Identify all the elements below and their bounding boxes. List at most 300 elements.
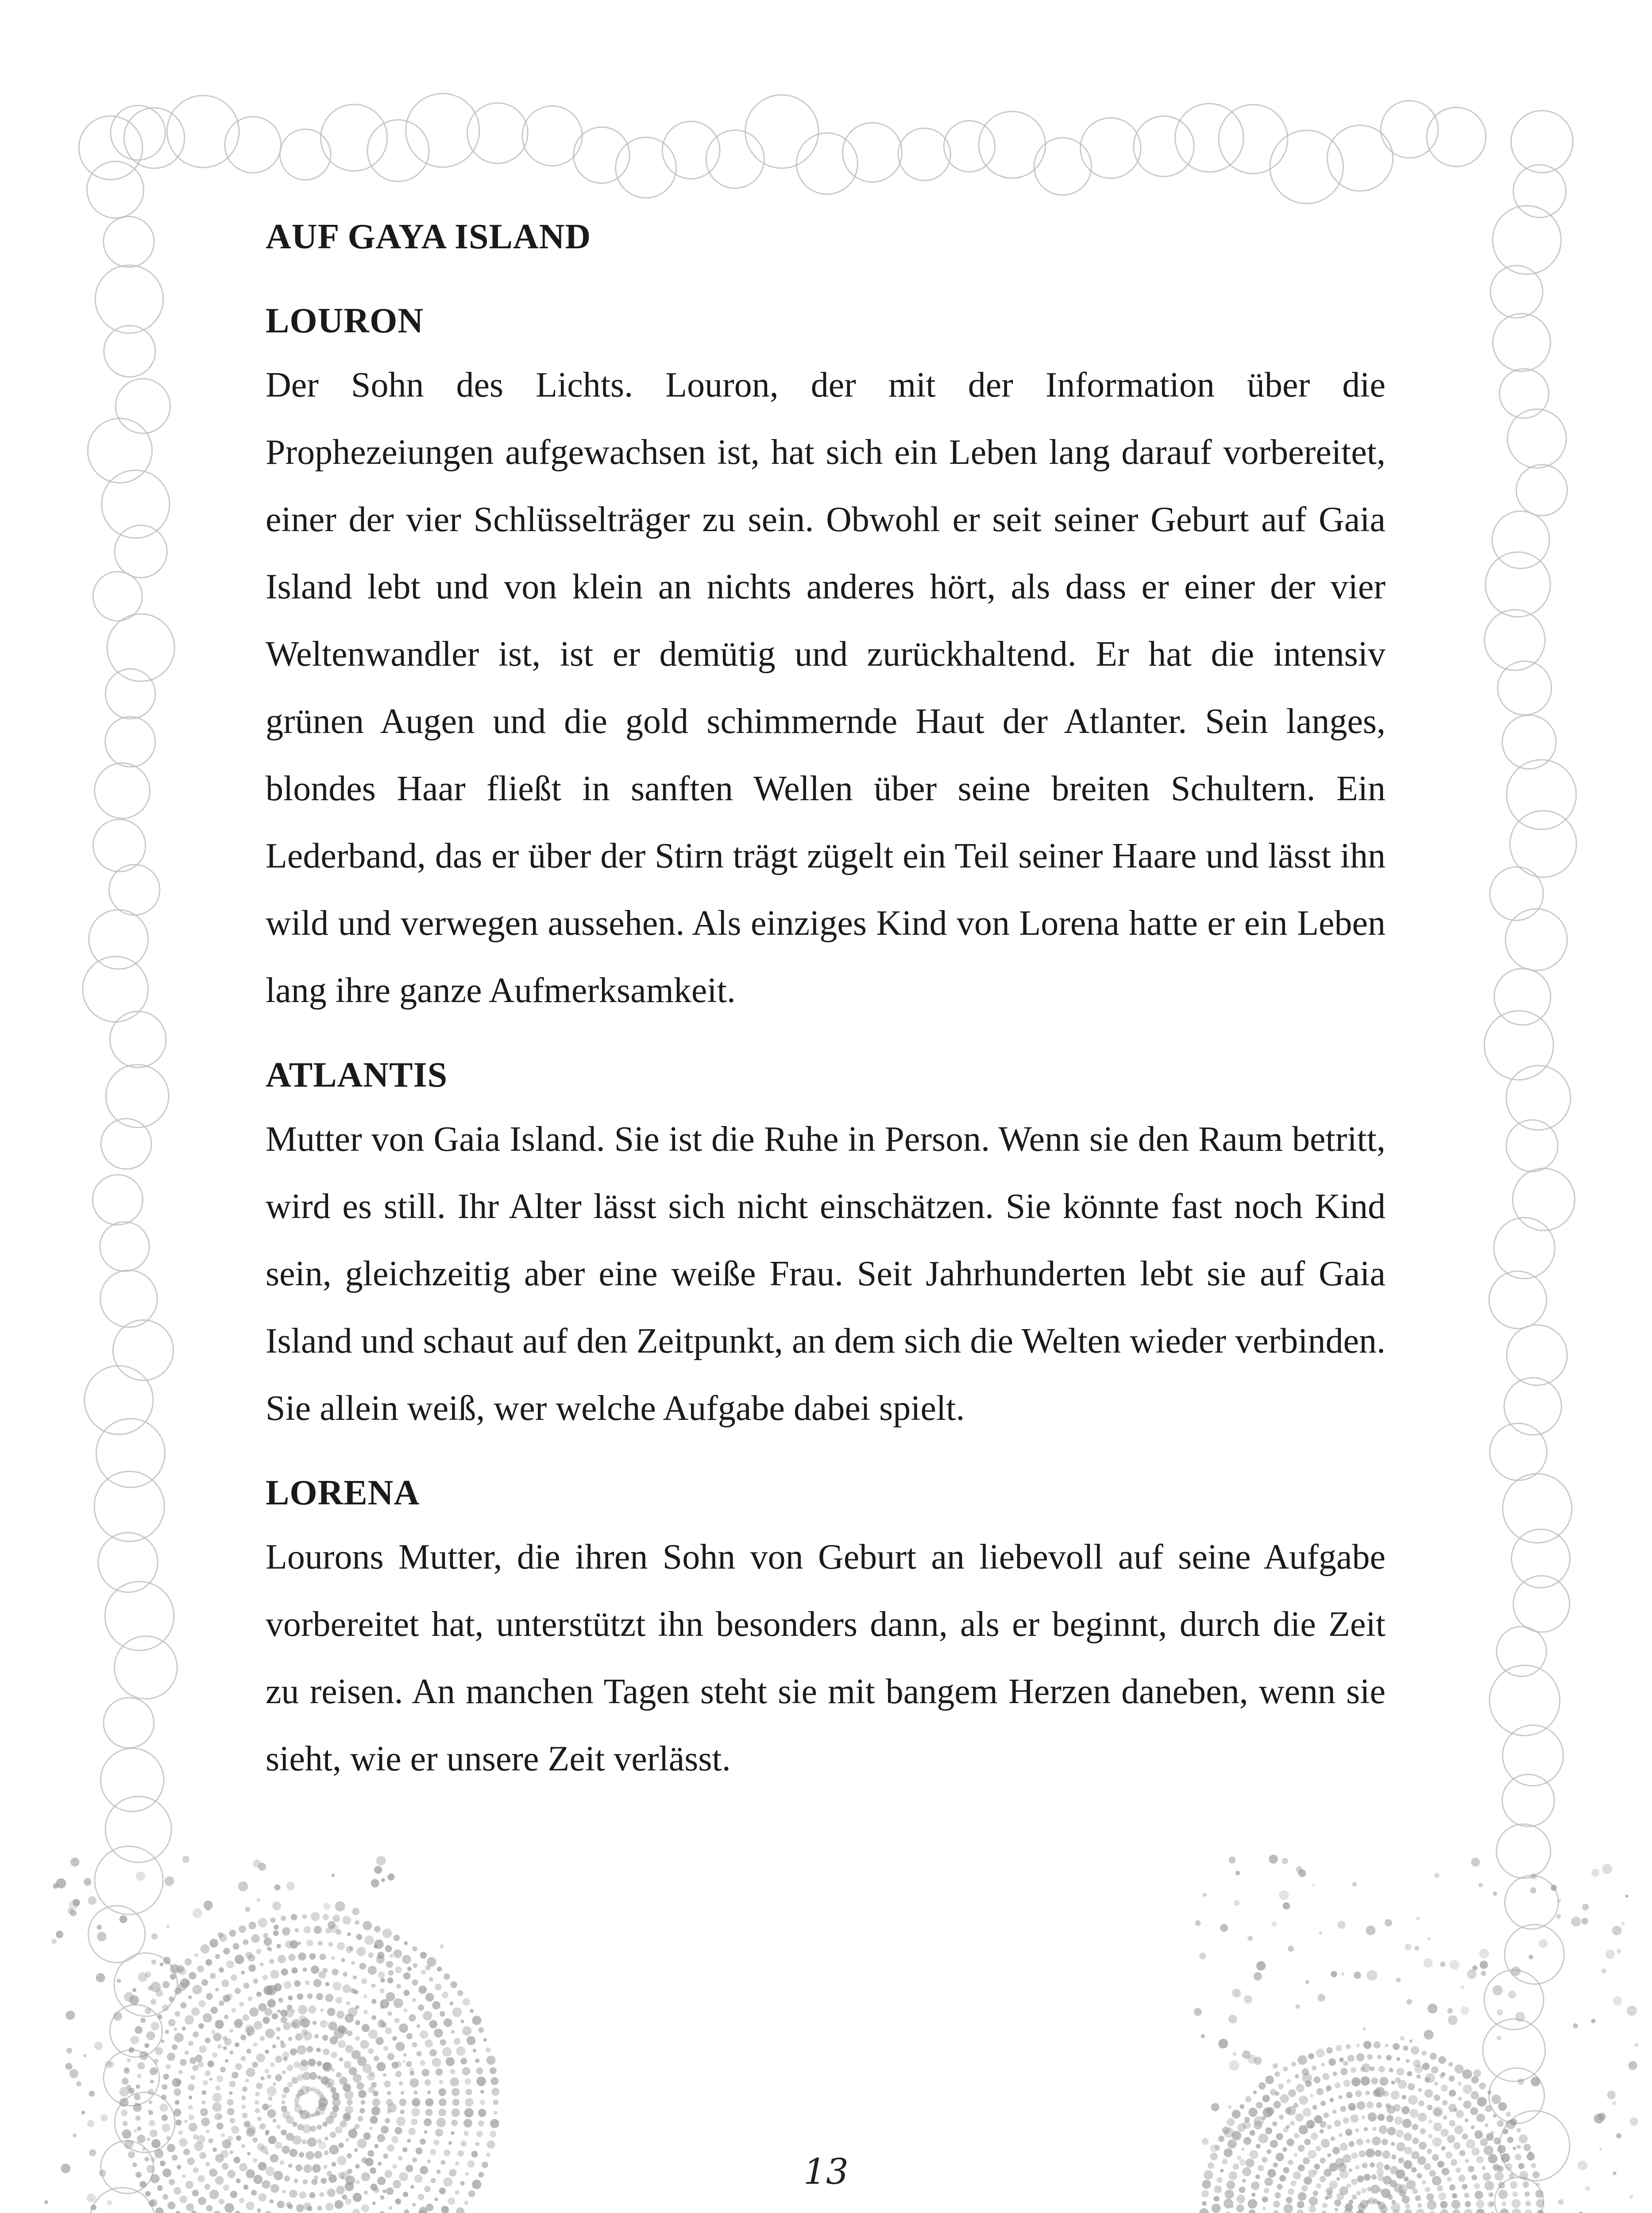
ornament-circle (1557, 1899, 1561, 1903)
ornament-circle (149, 2200, 155, 2206)
ornament-circle (1395, 2078, 1401, 2083)
ornament-circle (1334, 2199, 1341, 2206)
ornament-circle (137, 2135, 145, 2143)
ornament-circle (160, 1962, 163, 1966)
ornament-circle (340, 2120, 347, 2128)
ornament-circle (229, 2029, 233, 2033)
ornament-circle (395, 2199, 399, 2203)
ornament-circle (362, 2024, 370, 2032)
ornament-circle (332, 1969, 338, 1975)
section-atlantis (266, 1051, 1386, 1442)
ornament-circle (155, 2047, 163, 2055)
ornament-circle (182, 1856, 190, 1863)
ornament-circle (1507, 2137, 1513, 2143)
ornament-circle (299, 2015, 306, 2023)
ornament-circle (1346, 2092, 1353, 2098)
ornament-circle (1286, 2125, 1290, 2129)
ornament-circle (275, 2056, 282, 2063)
ornament-circle (379, 2211, 385, 2213)
ornament-circle (439, 2098, 447, 2106)
ornament-circle (374, 2144, 379, 2148)
ornament-circle (231, 2125, 239, 2134)
ornament-circle (1485, 2105, 1492, 2112)
ornament-circle (1508, 409, 1567, 468)
ornament-circle (224, 2203, 234, 2213)
ornament-circle (1474, 2130, 1483, 2139)
ornament-circle (425, 2040, 433, 2047)
ornament-circle (345, 2106, 353, 2114)
ornament-circle (1199, 2208, 1209, 2213)
ornament-circle (360, 2040, 369, 2049)
ornament-circle (1416, 2209, 1424, 2213)
ornament-circle (167, 2053, 175, 2061)
ornament-circle (450, 2069, 455, 2074)
ornament-circle (1352, 1882, 1357, 1887)
ornament-circle (131, 2036, 139, 2044)
ornament-circle (292, 1967, 298, 1974)
ornament-circle (282, 2070, 286, 2074)
ornament-circle (1201, 2034, 1205, 2038)
ornament-circle (239, 2198, 244, 2203)
ornament-circle (436, 2068, 443, 2076)
ornament-circle (286, 2202, 292, 2208)
ornament-circle (1476, 2113, 1485, 2122)
ornament-circle (269, 1959, 274, 1964)
ornament-circle (138, 1972, 148, 1982)
ornament-circle (235, 1988, 241, 1994)
ornament-circle (120, 2098, 129, 2107)
ornament-circle (461, 2140, 467, 2147)
ornament-circle (1283, 1902, 1290, 1909)
ornament-circle (1351, 2114, 1359, 2123)
section-text: Der Sohn des Lichts. Louron, der mit der Information über die Prophezeiungen aufgewachsen ist, hat sich ein Leben lang darauf vorbereitet, einer der vier Schlüsselträger zu sein. Obwohl er seit seiner Geburt auf Gaia Island lebt und von klein an nichts anderes hört, als dass er einer der vier Weltenwandler ist, ist er demütig und zurückhaltend. Er hat die intensiv grünen Augen und die gold schimmernde Haut der Atlanter. Sein langes, blondes Haar fließt in sanften Wellen über seine breiten Schultern. Ein Lederband, das er über der Stirn trägt zügelt ein Teil seiner Haare und lässt ihn wild und verwegen aussehen. Als einziges Kind von Lorena hatte er ein Leben lang ihre ganze Aufmerksamkeit. (266, 366, 1386, 1010)
ornament-circle (314, 1926, 322, 1934)
ornament-circle (202, 2101, 206, 2105)
ornament-circle (320, 2020, 328, 2028)
ornament-circle (361, 2100, 365, 2105)
ornament-circle (129, 2047, 135, 2053)
ornament-circle (1465, 2118, 1469, 2122)
ornament-circle (487, 2140, 495, 2149)
ornament-circle (1335, 2045, 1342, 2051)
ornament-circle (1286, 2139, 1294, 2146)
ornament-circle (1462, 2133, 1468, 2140)
ornament-circle (1134, 116, 1194, 176)
ornament-circle (91, 2205, 96, 2210)
ornament-circle (1491, 2094, 1501, 2104)
ornament-circle (1256, 1961, 1266, 1970)
ornament-circle (209, 2078, 212, 2081)
ornament-circle (1417, 2203, 1422, 2208)
ornament-circle (193, 1908, 202, 1918)
ornament-circle (395, 2071, 402, 2078)
ornament-circle (298, 1952, 306, 1961)
ornament-circle (136, 1871, 145, 1881)
ornament-circle (1297, 2201, 1305, 2209)
ornament-circle (331, 2052, 337, 2059)
section-text: Lourons Mutter, die ihren Sohn von Geburt an liebevoll auf seine Aufgabe vorbereitet hat, unterstützt ihn besonders dann, als er beginnt, durch die Zeit zu reisen. An manchen Tagen steht sie mit bangem Herzen daneben, wenn sie sieht, wie er unsere Zeit verlässt. (266, 1538, 1386, 1778)
ornament-circle (323, 1914, 329, 1920)
ornament-circle (225, 117, 281, 173)
ornament-circle (277, 1944, 282, 1949)
ornament-circle (449, 2001, 453, 2005)
ornament-circle (1630, 2117, 1638, 2126)
ornament-circle (1224, 2128, 1234, 2138)
ornament-circle (370, 2116, 378, 2124)
ornament-circle (100, 1270, 157, 1327)
ornament-circle (276, 2027, 281, 2032)
ornament-circle (299, 2191, 307, 2199)
ornament-circle (1219, 104, 1288, 173)
ornament-circle (1512, 1529, 1570, 1588)
ornament-circle (399, 2098, 406, 2106)
ornament-circle (368, 1952, 374, 1958)
ornament-circle (253, 2042, 258, 2047)
ornament-circle (1402, 2196, 1410, 2204)
ornament-circle (188, 1995, 192, 1999)
ornament-circle (355, 1920, 359, 1925)
ornament-circle (283, 2057, 288, 2061)
ornament-circle (1493, 1891, 1497, 1896)
ornament-circle (1314, 2076, 1321, 2083)
ornament-circle (1322, 2203, 1328, 2208)
ornament-circle (105, 1797, 171, 1862)
ornament-circle (361, 2204, 369, 2212)
ornament-circle (218, 2114, 222, 2119)
ornament-circle (137, 2074, 142, 2079)
ornament-circle (1591, 1869, 1599, 1877)
ornament-circle (259, 2193, 267, 2201)
ornament-circle (190, 2075, 195, 2080)
ornament-circle (185, 1958, 192, 1966)
ornament-circle (224, 2015, 228, 2019)
ornament-circle (1251, 2193, 1255, 2197)
ornament-circle (1218, 2039, 1228, 2048)
ornament-circle (380, 2195, 384, 2200)
ornament-circle (1345, 2203, 1353, 2211)
ornament-circle (1502, 2201, 1506, 2206)
ornament-circle (1476, 2200, 1484, 2208)
ornament-circle (1424, 2030, 1433, 2040)
ornament-circle (1328, 2059, 1336, 2066)
ornament-circle (467, 103, 528, 164)
ornament-circle (385, 1945, 392, 1952)
ornament-circle (435, 1984, 441, 1990)
ornament-circle (1317, 1994, 1325, 2002)
ornament-circle (1286, 2197, 1293, 2203)
ornament-circle (252, 2062, 259, 2068)
ornament-circle (287, 2065, 293, 2071)
ornament-circle (1262, 2207, 1266, 2210)
ornament-circle (272, 2044, 276, 2048)
ornament-circle (317, 2075, 321, 2079)
ornament-circle (330, 1924, 339, 1933)
ornament-circle (124, 2140, 134, 2149)
ornament-circle (396, 2042, 405, 2051)
ornament-circle (1465, 2201, 1471, 2207)
ornament-circle (139, 2051, 148, 2060)
ornament-circle (460, 2058, 467, 2064)
ornament-circle (490, 2067, 497, 2074)
ornament-circle (1243, 2137, 1251, 2145)
ornament-circle (248, 1954, 255, 1962)
ornament-circle (1351, 2106, 1355, 2111)
ornament-circle (1573, 2024, 1578, 2028)
ornament-circle (84, 2054, 87, 2057)
ornament-circle (452, 2099, 459, 2106)
ornament-circle (178, 1967, 186, 1975)
ornament-circle (95, 265, 163, 333)
ornament-circle (162, 2005, 169, 2011)
ornament-circle (382, 1928, 392, 1938)
ornament-circle (219, 2001, 224, 2006)
ornament-circle (1422, 2051, 1427, 2056)
ornament-circle (1305, 1980, 1309, 1984)
ornament-circle (361, 1978, 367, 1984)
ornament-circle (1455, 2125, 1463, 2134)
ornament-circle (1278, 2083, 1284, 2089)
ornament-circle (115, 525, 167, 578)
ornament-circle (1441, 2129, 1449, 2137)
ornament-circle (131, 2141, 134, 2144)
ornament-circle (1388, 2194, 1393, 2200)
ornament-circle (178, 1982, 186, 1991)
ornament-circle (1218, 2136, 1224, 2142)
ornament-circle (278, 1998, 283, 2003)
ornament-circle (162, 2194, 168, 2200)
ornament-circle (251, 1934, 260, 1943)
ornament-circle (88, 418, 152, 482)
ornament-circle (1471, 2091, 1479, 2100)
ornament-circle (1440, 1962, 1445, 1967)
ornament-circle (212, 2093, 222, 2102)
ornament-circle (104, 2050, 159, 2106)
ornament-circle (396, 2117, 405, 2126)
ornament-circle (1234, 1900, 1239, 1906)
ornament-circle (388, 2011, 392, 2016)
ornament-circle (1279, 1890, 1289, 1900)
ornament-circle (388, 1970, 394, 1975)
ornament-circle (149, 2120, 155, 2127)
ornament-circle (336, 2072, 342, 2078)
ornament-circle (232, 2072, 239, 2079)
ornament-circle (1379, 2125, 1387, 2134)
ornament-circle (1498, 2102, 1507, 2111)
ornament-circle (243, 2014, 249, 2021)
ornament-circle (429, 2049, 437, 2057)
ornament-circle (94, 1471, 164, 1541)
ornament-circle (342, 1916, 351, 1924)
ornament-circle (372, 2201, 376, 2205)
ornament-circle (327, 2008, 336, 2016)
ornament-circle (1433, 2123, 1442, 2132)
ornament-circle (409, 2078, 419, 2087)
ornament-circle (241, 2096, 246, 2101)
ornament-circle (1456, 2110, 1464, 2118)
ornament-circle (260, 1962, 263, 1966)
ornament-circle (404, 2009, 407, 2012)
ornament-circle (1405, 1943, 1412, 1951)
ornament-circle (465, 2078, 471, 2085)
ornament-circle (267, 2074, 271, 2079)
ornament-circle (235, 2211, 241, 2213)
ornament-circle (1497, 1824, 1551, 1878)
ornament-circle (1428, 2120, 1432, 2124)
ornament-circle (205, 2038, 211, 2043)
ornament-circle (438, 2088, 446, 2096)
ornament-circle (1203, 1893, 1206, 1897)
ornament-circle (1409, 2040, 1413, 2043)
ornament-circle (178, 2130, 183, 2135)
ornament-circle (423, 1988, 426, 1991)
ornament-circle (249, 2007, 259, 2016)
ornament-circle (1513, 1576, 1570, 1632)
ornament-circle (223, 1948, 230, 1955)
ornament-circle (380, 1999, 389, 2009)
ornament-circle (371, 1983, 375, 1988)
ornament-circle (353, 1975, 357, 1979)
ornament-circle (263, 1933, 268, 1938)
ornament-circle (1407, 2071, 1413, 2077)
ornament-circle (1389, 2068, 1393, 2072)
ornament-circle (1332, 2109, 1336, 2113)
ornament-circle (1518, 2078, 1524, 2085)
ornament-circle (193, 1985, 202, 1995)
ornament-circle (206, 1993, 213, 2000)
ornament-circle (392, 2036, 397, 2041)
ornament-circle (395, 2061, 401, 2067)
ornament-circle (363, 2064, 372, 2073)
ornament-circle (1424, 2089, 1433, 2098)
ornament-circle (316, 1993, 323, 2000)
ornament-circle (1326, 2047, 1332, 2053)
ornament-circle (463, 2119, 472, 2127)
ornament-circle (311, 1912, 320, 1921)
ornament-circle (425, 1965, 431, 1970)
ornament-circle (96, 1973, 105, 1982)
ornament-circle (95, 1846, 163, 1914)
ornament-circle (56, 1878, 66, 1889)
ornament-circle (307, 1940, 313, 1946)
ornament-circle (302, 1914, 307, 1919)
ornament-circle (264, 1938, 272, 1946)
ornament-circle (113, 1320, 173, 1380)
ornament-circle (1486, 552, 1550, 617)
ornament-circle (275, 2074, 282, 2081)
ornament-circle (377, 1952, 384, 1959)
ornament-circle (1455, 2064, 1464, 2074)
ornament-circle (308, 2059, 316, 2066)
ornament-circle (87, 2120, 94, 2127)
ornament-circle (1558, 2199, 1564, 2205)
ornament-circle (205, 2070, 211, 2076)
ornament-circle (1426, 2193, 1434, 2201)
ornament-circle (1211, 2103, 1220, 2112)
ornament-circle (1454, 2108, 1457, 2112)
ornament-circle (387, 2053, 394, 2060)
ornament-circle (1537, 2210, 1544, 2213)
ornament-circle (1483, 2019, 1545, 2082)
ornament-circle (109, 864, 160, 915)
ornament-circle (1511, 1966, 1521, 1976)
ornament-circle (1402, 2095, 1406, 2099)
ornament-circle (302, 1967, 307, 1972)
ornament-circle (97, 1932, 106, 1941)
ornament-circle (387, 1978, 394, 1984)
ornament-circle (1262, 2095, 1270, 2102)
ornament-circle (475, 2059, 479, 2063)
ornament-circle (229, 1930, 236, 1937)
ornament-circle (282, 2111, 290, 2119)
ornament-circle (333, 1982, 342, 1990)
ornament-circle (384, 2081, 391, 2088)
ornament-circle (1430, 2053, 1437, 2060)
ornament-circle (216, 2123, 224, 2130)
ornament-circle (1404, 2133, 1412, 2141)
ornament-circle (1507, 1325, 1567, 1385)
ornament-circle (1247, 1935, 1253, 1941)
ornament-circle (1599, 2148, 1602, 2151)
ornament-circle (270, 1970, 279, 1979)
ornament-circle (162, 2124, 170, 2132)
section-louron (266, 297, 1386, 1024)
ornament-circle (212, 2211, 221, 2213)
ornament-circle (1279, 2115, 1284, 2120)
ornament-circle (225, 2059, 228, 2063)
ornament-circle (409, 2067, 414, 2072)
ornament-circle (1379, 2205, 1388, 2213)
ornament-circle (175, 2211, 181, 2213)
ornament-circle (409, 2128, 416, 2135)
ornament-circle (145, 2008, 151, 2014)
ornament-circle (1367, 2054, 1373, 2060)
ornament-circle (76, 2081, 81, 2086)
ornament-circle (1248, 2199, 1258, 2209)
ornament-circle (125, 2067, 128, 2071)
ornament-circle (466, 2089, 472, 2095)
ornament-circle (1485, 2123, 1489, 2127)
ornament-circle (1490, 2211, 1494, 2213)
ornament-circle (376, 1856, 386, 1866)
ornament-circle (314, 2034, 319, 2039)
ornament-circle (1256, 2144, 1261, 2149)
ornament-circle (402, 2060, 405, 2063)
ornament-circle (423, 2011, 432, 2020)
ornament-circle (425, 2098, 434, 2107)
ornament-circle (432, 2001, 440, 2009)
ornament-circle (273, 1930, 279, 1936)
ornament-circle (381, 1878, 385, 1882)
ornament-circle (256, 1898, 260, 1902)
ornament-circle (313, 2021, 317, 2025)
ornament-circle (1492, 511, 1550, 569)
ornament-circle (356, 1947, 366, 1956)
ornament-circle (359, 2108, 365, 2113)
ornament-circle (182, 2027, 186, 2031)
ornament-circle (223, 1995, 230, 2002)
ornament-circle (332, 1874, 335, 1877)
ornament-circle (165, 1876, 174, 1886)
ornament-circle (1634, 2043, 1638, 2047)
ornament-circle (1339, 2133, 1343, 2137)
ornament-circle (1406, 1999, 1412, 2005)
ornament-circle (302, 2124, 311, 2133)
ornament-circle (114, 1636, 177, 1699)
ornament-circle (1364, 2127, 1368, 2131)
ornament-circle (140, 2018, 146, 2023)
ornament-circle (123, 2121, 128, 2126)
ornament-circle (1497, 2009, 1503, 2016)
